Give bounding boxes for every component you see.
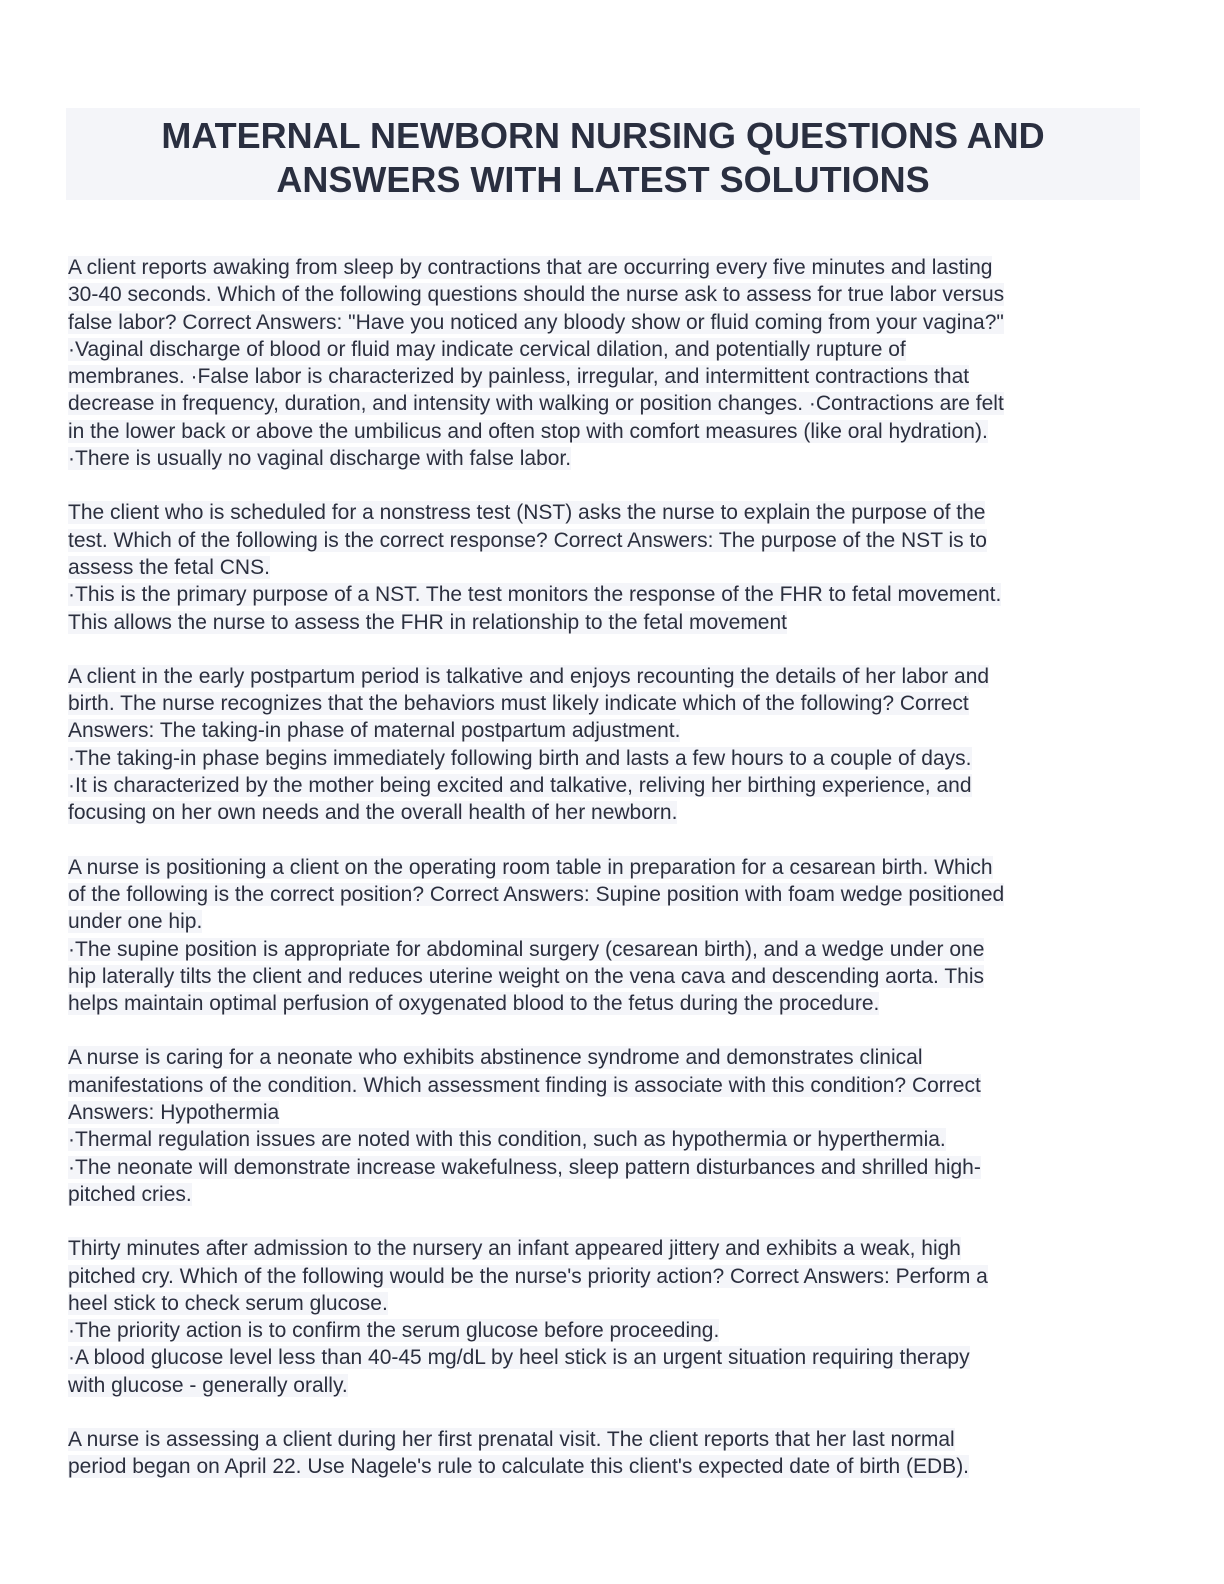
- text-line-content: in the lower back or above the umbilicus and often stop with comfort measures (like oral hydration).: [68, 419, 988, 443]
- title-line: ANSWERS WITH LATEST SOLUTIONS: [276, 159, 930, 200]
- text-line-content: test. Which of the following is the correct response? Correct Answers: The purpose of the NST is to: [68, 528, 987, 552]
- text-line-content: A client in the early postpartum period is talkative and enjoys recounting the details of her labor and: [68, 664, 990, 688]
- text-line-content: This allows the nurse to assess the FHR in relationship to the fetal movement: [68, 610, 788, 634]
- text-line: [68, 1099, 1148, 1126]
- text-line-content: birth. The nurse recognizes that the behaviors must likely indicate which of the following? Correct: [68, 692, 969, 716]
- text-line: [68, 1426, 1148, 1453]
- text-line: [68, 581, 1148, 608]
- text-line-content: decrease in frequency, duration, and intensity with walking or position changes. ·Contractions are felt: [68, 392, 1004, 416]
- text-line: [68, 363, 1148, 390]
- text-line-content: manifestations of the condition. Which assessment finding is associate with this condition? Correct: [68, 1073, 981, 1097]
- text-line-content: ·The priority action is to confirm the serum glucose before proceeding.: [68, 1319, 720, 1343]
- text-line-content: Answers: Hypothermia: [68, 1101, 280, 1125]
- text-line-content: helps maintain optimal perfusion of oxygenated blood to the fetus during the procedure.: [68, 992, 880, 1016]
- text-line-content: pitched cries.: [68, 1182, 192, 1206]
- text-line: [68, 1181, 1148, 1208]
- text-line-content: period began on April 22. Use Nagele's rule to calculate this client's expected date of birth (EDB).: [68, 1455, 970, 1479]
- text-line-content: A nurse is caring for a neonate who exhibits abstinence syndrome and demonstrates clinical: [68, 1046, 923, 1070]
- question-block: [68, 663, 1148, 827]
- text-line-content: A nurse is assessing a client during her first prenatal visit. The client reports that her last normal: [68, 1427, 955, 1451]
- text-line: [68, 1126, 1148, 1153]
- text-line-content: ·Vaginal discharge of blood or fluid may indicate cervical dilation, and potentially rupture of: [68, 337, 906, 361]
- text-line-content: ·A blood glucose level less than 40-45 mg/dL by heel stick is an urgent situation requiring therapy: [68, 1346, 970, 1370]
- text-line-content: under one hip.: [68, 910, 203, 934]
- text-line: [68, 1290, 1148, 1317]
- text-line: [68, 1154, 1148, 1181]
- question-block: [68, 254, 1148, 472]
- text-line-content: ·The taking-in phase begins immediately following birth and lasts a few hours to a couple of days.: [68, 746, 972, 770]
- question-block: [68, 499, 1148, 635]
- text-line-content: Answers: The taking-in phase of maternal postpartum adjustment.: [68, 719, 681, 743]
- text-line-content: Thirty minutes after admission to the nursery an infant appeared jittery and exhibits a weak, high: [68, 1237, 961, 1261]
- text-line: [68, 1263, 1148, 1290]
- text-line: [68, 390, 1148, 417]
- text-line: [68, 1372, 1148, 1399]
- text-line-content: membranes. ·False labor is characterized by painless, irregular, and intermittent contractions that: [68, 365, 970, 389]
- text-line: [68, 881, 1148, 908]
- text-line: [68, 908, 1148, 935]
- text-line: [68, 854, 1148, 881]
- text-line-content: The client who is scheduled for a nonstress test (NST) asks the nurse to explain the purpose of the: [68, 501, 986, 525]
- text-line-content: ·There is usually no vaginal discharge with false labor.: [68, 447, 572, 471]
- text-line: [68, 745, 1148, 772]
- text-line-content: focusing on her own needs and the overall health of her newborn.: [68, 801, 678, 825]
- text-line: [68, 309, 1148, 336]
- text-line: [68, 936, 1148, 963]
- text-line: [68, 663, 1148, 690]
- text-line-content: A client reports awaking from sleep by contractions that are occurring every five minutes and lasting: [68, 256, 993, 279]
- text-line: [68, 1317, 1148, 1344]
- text-line: [68, 1453, 1148, 1480]
- text-line: [68, 527, 1148, 554]
- text-line: [68, 254, 1148, 281]
- text-line-content: ·The supine position is appropriate for abdominal surgery (cesarean birth), and a wedge under one: [68, 937, 985, 961]
- text-line: [68, 1344, 1148, 1371]
- text-line: [68, 336, 1148, 363]
- text-line: [68, 499, 1148, 526]
- text-line-content: heel stick to check serum glucose.: [68, 1291, 388, 1315]
- text-line: [68, 445, 1148, 472]
- text-line: [68, 717, 1148, 744]
- question-block: [68, 1426, 1148, 1481]
- text-line: [68, 281, 1148, 308]
- text-line: [68, 799, 1148, 826]
- text-line-content: ·It is characterized by the mother being excited and talkative, reliving her birthing experience, and: [68, 774, 972, 798]
- text-line-content: of the following is the correct position? Correct Answers: Supine position with foam wedge positioned: [68, 882, 1005, 906]
- title-line: MATERNAL NEWBORN NURSING QUESTIONS AND: [161, 115, 1045, 156]
- document-title: [66, 108, 1140, 200]
- text-line-content: 30-40 seconds. Which of the following questions should the nurse ask to assess for true labor versus: [68, 283, 1005, 307]
- question-block: [68, 1235, 1148, 1399]
- text-line: [68, 609, 1148, 636]
- text-line: [68, 1044, 1148, 1071]
- text-line: [68, 690, 1148, 717]
- text-line-content: ·This is the primary purpose of a NST. The test monitors the response of the FHR to fetal movement.: [68, 583, 1002, 607]
- text-line-content: ·The neonate will demonstrate increase wakefulness, sleep pattern disturbances and shrilled high-: [68, 1155, 981, 1179]
- text-line-content: ·Thermal regulation issues are noted with this condition, such as hypothermia or hyperthermia.: [68, 1128, 946, 1152]
- text-line: [68, 1072, 1148, 1099]
- text-line-content: assess the fetal CNS.: [68, 555, 270, 579]
- text-line: [68, 1235, 1148, 1262]
- text-line-content: false labor? Correct Answers: "Have you noticed any bloody show or fluid coming from your vagina?": [68, 310, 1004, 334]
- question-block: [68, 854, 1148, 1018]
- text-line: [68, 963, 1148, 990]
- text-line: [68, 772, 1148, 799]
- text-line: [68, 990, 1148, 1017]
- question-block: [68, 1044, 1148, 1208]
- question-list: [68, 254, 1148, 1508]
- text-line: [68, 554, 1148, 581]
- text-line-content: with glucose - generally orally.: [68, 1373, 348, 1397]
- text-line-content: hip laterally tilts the client and reduces uterine weight on the vena cava and descending aorta. This: [68, 964, 985, 988]
- text-line-content: A nurse is positioning a client on the operating room table in preparation for a cesarean birth. Which: [68, 855, 993, 879]
- text-line: [68, 418, 1148, 445]
- text-line-content: pitched cry. Which of the following would be the nurse's priority action? Correct Answers: Perform a: [68, 1264, 988, 1288]
